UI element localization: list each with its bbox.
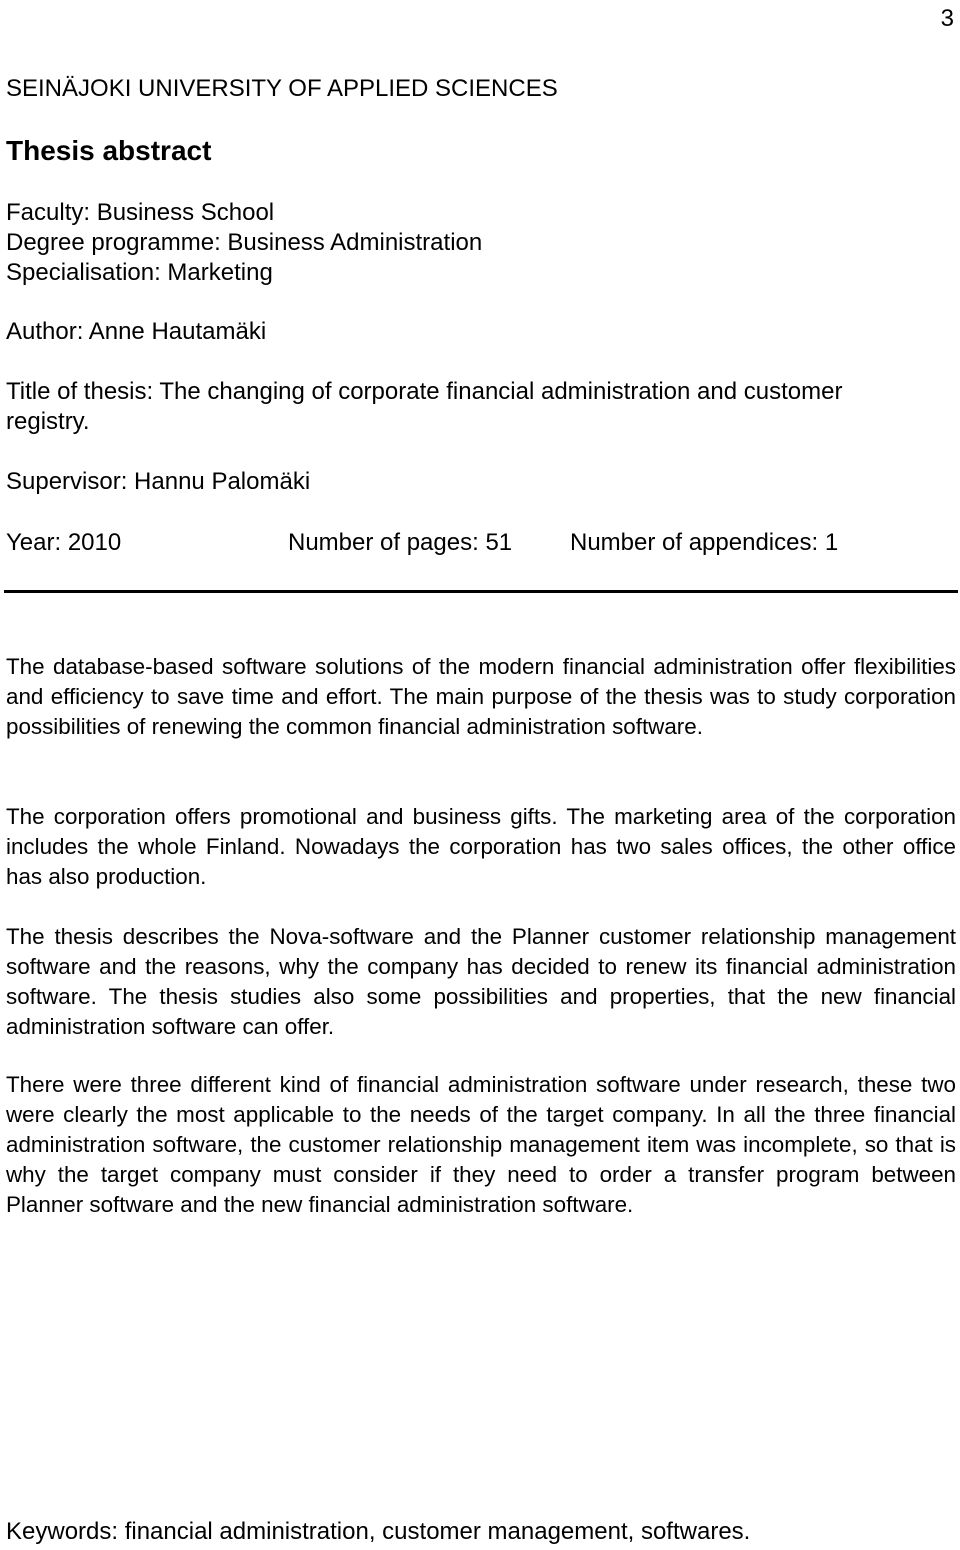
specialisation-line: Specialisation: Marketing [6, 259, 273, 286]
section-divider [4, 590, 958, 593]
pages-field: Number of pages: 51 [288, 529, 513, 556]
appendices-field: Number of appendices: 1 [570, 529, 839, 556]
supervisor-line: Supervisor: Hannu Palomäki [6, 468, 311, 495]
year-field: Year: 2010 [6, 529, 122, 556]
faculty-line: Faculty: Business School [6, 199, 275, 226]
institution-name: SEINÄJOKI UNIVERSITY OF APPLIED SCIENCES [6, 75, 558, 102]
keywords-line: Keywords: financial administration, customer management, softwares. [6, 1518, 751, 1545]
abstract-paragraph-2: The corporation offers promotional and business gifts. The marketing area of the corporation includes the whole Finland. Nowadays the corporation has two sales offices, the other office has also production. [6, 804, 956, 889]
abstract-paragraph-3: The thesis describes the Nova-software and the Planner customer relationship management software and the reasons, why the company has decided to renew its financial administration software. The thesis studies also some possibilities and properties, that the new financial administration software can offer. [6, 924, 956, 1039]
thesis-title-line-2: registry. [6, 408, 90, 435]
page-number: 3 [940, 5, 954, 32]
page-title: Thesis abstract [6, 135, 212, 166]
metadata-row [6, 528, 956, 558]
author-line: Author: Anne Hautamäki [6, 318, 267, 345]
abstract-paragraph-4: There were three different kind of financial administration software under research, these two were clearly the most applicable to the needs of the target company. In all the three financial administration software, the customer relationship management item was incomplete, so that is why the target company must consider if they need to order a transfer program between Planner software and the new financial administration software. [6, 1072, 956, 1217]
thesis-title-line-1: Title of thesis: The changing of corporate financial administration and customer [6, 378, 843, 405]
degree-programme-line: Degree programme: Business Administration [6, 229, 483, 256]
abstract-paragraph-1: The database-based software solutions of the modern financial administration offer flexibilities and efficiency to save time and effort. The main purpose of the thesis was to study corporation possibilities of renewing the common financial administration software. [6, 654, 956, 739]
